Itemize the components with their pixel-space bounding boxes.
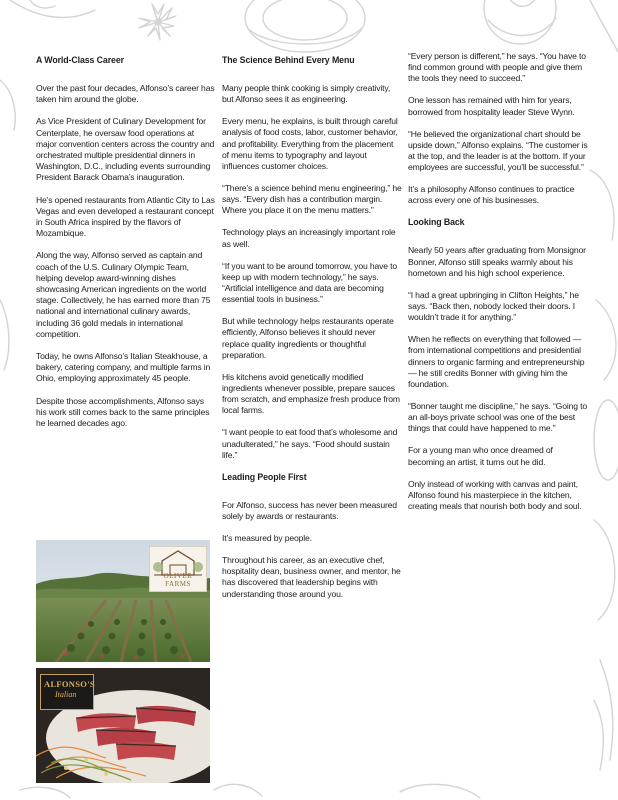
farm-photo [36,540,210,662]
paragraph: Throughout his career, as an executive chef, hospitality dean, business owner, and mentor, he has discovered that leadership begins with understanding those around you. [222,555,401,599]
paragraph: For a young man who once dreamed of becoming an artist, it turns out he did. [408,445,553,467]
paragraph: It’s a philosophy Alfonso continues to practice across every one of his businesses. [408,184,575,206]
paragraph: Nearly 50 years after graduating from Monsignor Bonner, Alfonso still speaks warmly about his hometown and his high school experience. [408,245,586,278]
middle-column [222,55,402,611]
paragraph: Technology plays an increasingly important role as well. [222,227,396,249]
paragraph: One lesson has remained with him for years, borrowed from hospitality leader Steve Wynn. [408,95,575,117]
paragraph: “If you want to be around tomorrow, you have to keep up with modern technology,” he says. “Artificial intelligence and data are becoming essential tools in business.” [222,260,397,305]
restaurant-logo-subtext: Italian [55,690,77,699]
restaurant-logo [40,674,94,710]
paragraph: As Vice President of Culinary Development for Centerplate, he oversaw food operations at major convention centers across the country and orchestrated multiple presidential dinners in Washington, D.C., including events surrounding President Barack Obama’s inauguration. [36,116,215,183]
paragraph: “Bonner taught me discipline,” he says. “Going to an all-boys private school was one of the best things that could have happened to me.” [408,401,587,434]
paragraph: For Alfonso, success has never been measured solely by awards or restaurants. [222,499,397,522]
paragraph: Today, he owns Alfonso’s Italian Steakhouse, a bakery, catering company, and multiple farms in Ohio, employing approximately 45 people. [36,351,211,384]
right-column [408,51,588,523]
paragraph: “He believed the organizational chart should be upside down,” Alfonso explains. “The customer is at the top, and the leader is at the bottom. If your employees are successful, you’ll be successful.” [408,128,588,173]
paragraph: Every menu, he explains, is built through careful analysis of food costs, labor, customer behavior, and profitability. Everything from the placement of menu items to typography and layout influences customer choices. [222,116,398,172]
section-heading-looking-back: Looking Back [408,217,465,228]
paragraph: Over the past four decades, Alfonso’s career has taken him around the globe. [36,83,215,105]
section-heading-world-class-career: A World-Class Career [36,55,124,65]
left-column [36,55,216,440]
farm-logo [149,546,207,592]
farm-logo-text: OLIVER FARMS [163,572,193,588]
paragraph: “I want people to eat food that’s wholesome and unadulterated,” he says. “Food should sustain life.” [222,427,398,460]
paragraph: But while technology helps restaurants operate efficiently, Alfonso believes it should never replace quality ingredients or thoughtful preparation. [222,316,394,360]
paragraph: “I had a great upbringing in Clifton Heights,” he says. “Back then, nobody locked their doors. I wouldn’t trade it for anything.” [408,289,579,323]
paragraph: Many people think cooking is simply creativity, but Alfonso sees it as engineering. [222,83,391,105]
paragraph: It’s measured by people. [222,533,312,544]
paragraph: He’s opened restaurants from Atlantic City to Las Vegas and even developed a restaurant concept in South Africa inspired by the flavors of Mozambique. [36,194,215,239]
paragraph: Only instead of working with canvas and paint, Alfonso found his masterpiece in the kitchen, creating meals that nourish both body and soul. [408,478,582,512]
paragraph: Along the way, Alfonso served as captain and coach of the U.S. Culinary Olympic Team, helping develop award-winning dishes showcasing American ingredients on the world stage. Collectively, he has earned more than 75 national and international culinary awards, including 36 gold medals in international competition. [36,250,211,339]
paragraph: “There’s a science behind menu engineering,” he says. “Every dish has a contribution margin. Where you place it on the menu matters.” [222,183,402,216]
paragraph: His kitchens avoid genetically modified ingredients whenever possible, prepare sauces from scratch, and emphasize fresh produce from local farms. [222,371,400,416]
paragraph: “Every person is different,” he says. “You have to find common ground with people and give them the tools they need to succeed.” [408,51,586,84]
food-photo [36,668,210,783]
section-heading-leading-people-first: Leading People First [222,471,307,482]
paragraph: When he reflects on everything that followed — from international competitions and presidential dinners to organic farming and entrepreneurship — he still credits Bonner with giving him the foundation. [408,334,585,390]
restaurant-logo-text: ALFONSO'S [44,679,95,689]
section-heading-science-behind-menu: The Science Behind Every Menu [222,55,355,65]
paragraph: Despite those accomplishments, Alfonso says his work still comes back to the same principles he learned decades ago. [36,395,210,429]
